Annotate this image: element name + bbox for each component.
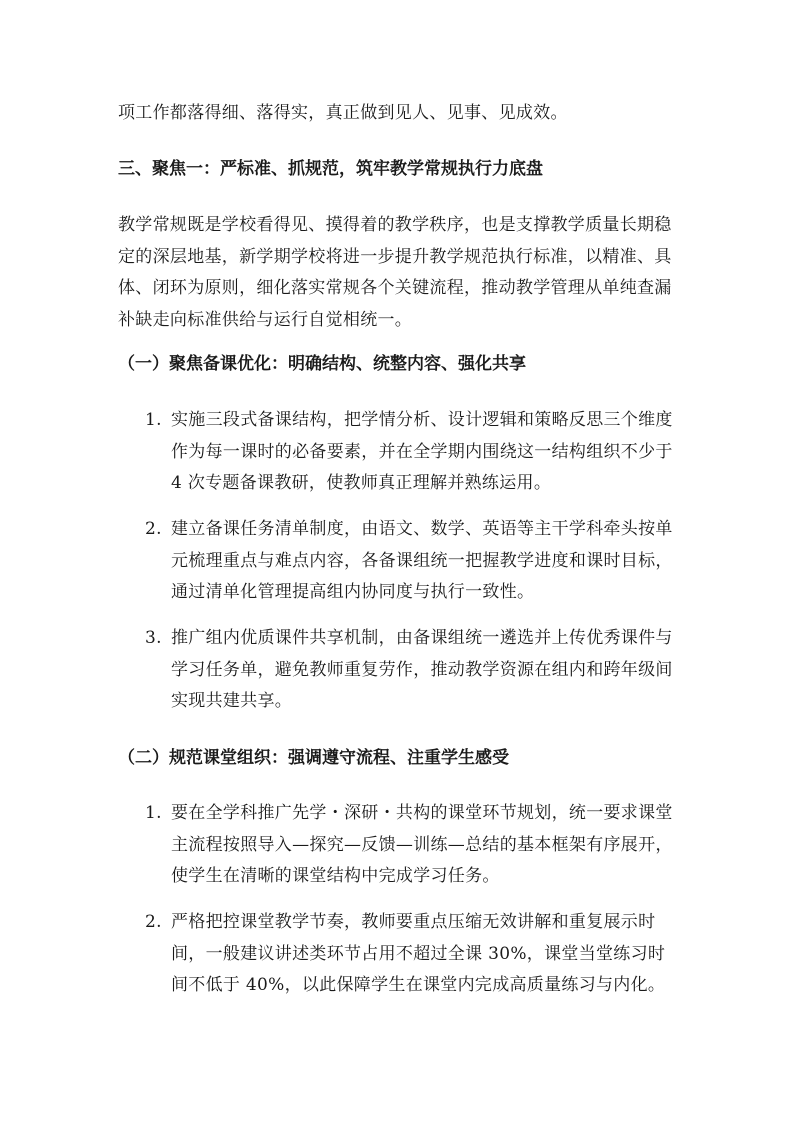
- section-body: 教学常规既是学校看得见、摸得着的教学秩序，也是支撑教学质量长期稳定的深层地基，新学期学校将进一步提升教学规范执行标准，以精准、具体、闭环为原则，细化落实常规各个关键流程，推动教学管理从单纯查漏补缺走向标准供给与运行自觉相统一。: [118, 215, 672, 330]
- list-number: 2.: [145, 912, 162, 932]
- list-item: [145, 623, 675, 718]
- list-item: [145, 514, 675, 609]
- intro-line: 项工作都落得细、落得实，真正做到见人、见事、见成效。: [118, 103, 568, 123]
- subsection-title-1: （一）聚焦备课优化：明确结构、统整内容、强化共享: [118, 354, 526, 374]
- list-item: [145, 907, 675, 1002]
- section-title: 三、聚焦一：严标准、抓规范，筑牢教学常规执行力底盘: [118, 159, 543, 179]
- list-number: 3.: [145, 628, 162, 648]
- list-text: 要在全学科推广先学・深研・共构的课堂环节规划，统一要求课堂主流程按照导入—探究—反馈—训练—总结的基本框架有序展开，使学生在清晰的课堂结构中完成学习任务。: [171, 803, 673, 886]
- list-item: [145, 405, 675, 500]
- list-text: 实施三段式备课结构，把学情分析、设计逻辑和策略反思三个维度作为每一课时的必备要素，并在全学期内围绕这一结构组织不少于 4 次专题备课教研，使教师真正理解并熟练运用。: [171, 410, 673, 493]
- list-text: 严格把控课堂教学节奏，教师要重点压缩无效讲解和重复展示时间，一般建议讲述类环节占用不超过全课 30%，课堂当堂练习时间不低于 40%，以此保障学生在课堂内完成高质量练习与内化。: [171, 912, 666, 995]
- list-text: 推广组内优质课件共享机制，由备课组统一遴选并上传优秀课件与学习任务单，避免教师重复劳作，推动教学资源在组内和跨年级间实现共建共享。: [171, 628, 673, 711]
- list-item: [145, 798, 675, 893]
- list-number: 1.: [145, 410, 162, 430]
- list-number: 2.: [145, 519, 162, 539]
- subsection-title-2: （二）规范课堂组织：强调遵守流程、注重学生感受: [118, 748, 509, 768]
- list-text: 建立备课任务清单制度，由语文、数学、英语等主干学科牵头按单元梳理重点与难点内容，各备课组统一把握教学进度和课时目标，通过清单化管理提高组内协同度与执行一致性。: [171, 519, 673, 602]
- list-number: 1.: [145, 803, 162, 823]
